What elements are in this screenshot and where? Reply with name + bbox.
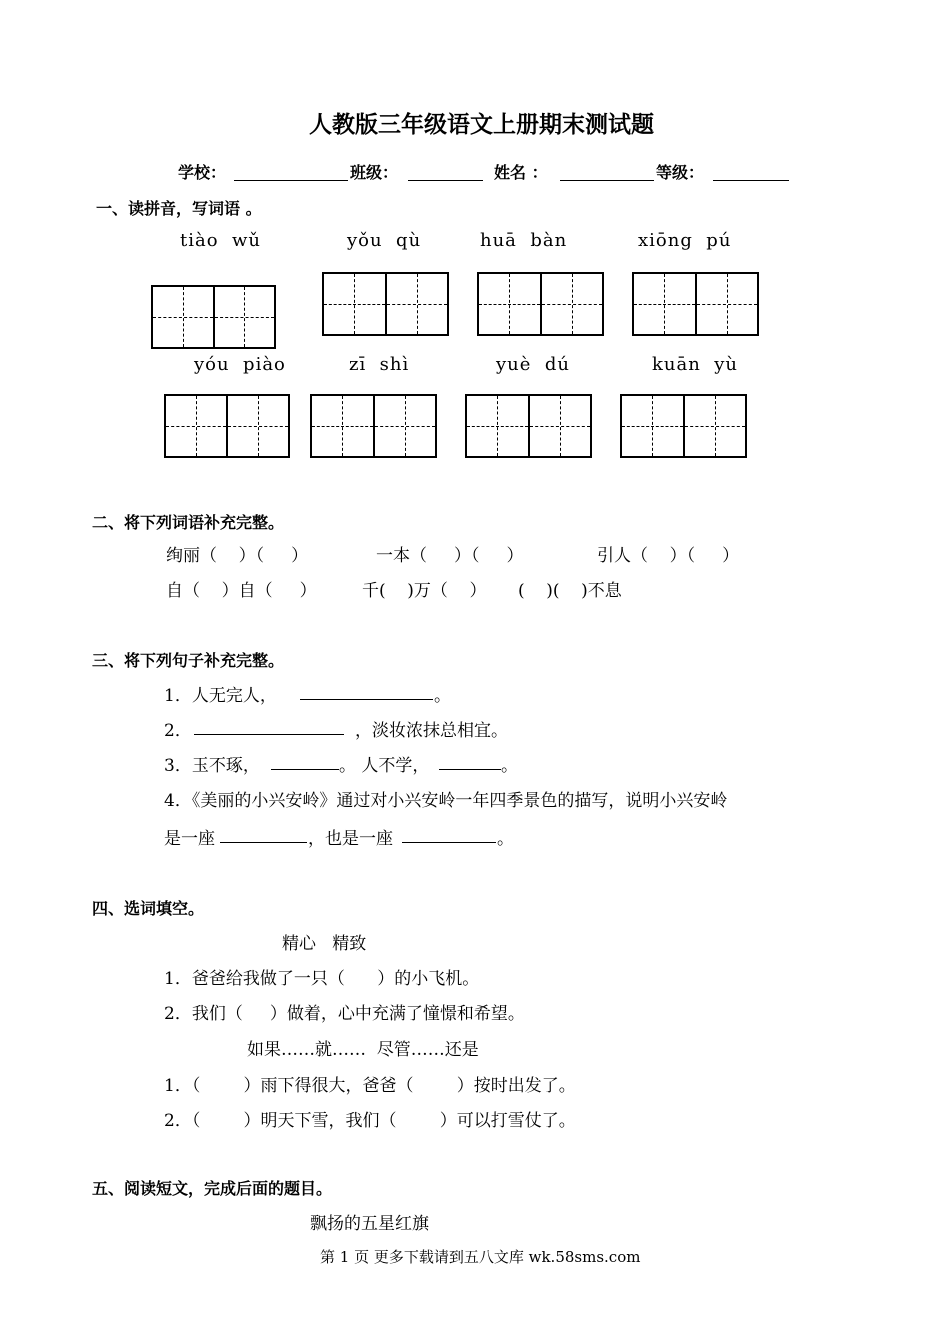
class-label: 班级：	[350, 163, 399, 182]
tianzige-box[interactable]	[620, 394, 747, 458]
sentence-3-blank-2[interactable]	[439, 769, 501, 770]
name-blank[interactable]	[560, 180, 654, 181]
word-fill-6: ( )( )不息	[518, 581, 622, 601]
choice-2-1: 1．（ ）雨下得很大，爸爸（ ）按时出发了。	[164, 1076, 576, 1096]
sentence-4-blank-1[interactable]	[220, 842, 307, 843]
choice-1-1: 1．爸爸给我做了一只（ ）的小飞机。	[164, 969, 480, 989]
pinyin-7: yuè dú	[496, 354, 570, 375]
pinyin-3: huā bàn	[480, 230, 568, 251]
school-label: 学校：	[178, 163, 227, 182]
pinyin-8: kuān yù	[652, 354, 739, 375]
choice-2-2: 2．（ ）明天下雪，我们（ ）可以打雪仗了。	[164, 1111, 576, 1131]
sentence-2-text: ，淡妆浓抹总相宜。	[355, 721, 508, 741]
pinyin-4: xiōng pú	[638, 230, 732, 251]
choice-1-2: 2．我们（ ）做着，心中充满了憧憬和希望。	[164, 1004, 525, 1024]
section-2-heading: 二、将下列词语补充完整。	[92, 513, 285, 532]
sentence-4-b: ，也是一座	[308, 829, 393, 849]
pinyin-1: tiào wǔ	[180, 230, 262, 251]
sentence-3-a: 3．玉不琢，	[164, 756, 260, 776]
word-fill-1: 绚丽（ ）（ ）	[166, 546, 309, 566]
tianzige-box[interactable]	[322, 272, 449, 336]
sentence-3-c: 。	[501, 756, 518, 776]
tianzige-box[interactable]	[151, 285, 276, 349]
sentence-1-end: 。	[434, 686, 451, 706]
section-4-heading: 四、选词填空。	[92, 899, 205, 918]
sentence-3-b: 。 人不学，	[339, 756, 430, 776]
sentence-4-line-1: 4．《美丽的小兴安岭》通过对小兴安岭一年四季景色的描写，说明小兴安岭	[164, 791, 728, 811]
word-fill-2: 一本（ ）（ ）	[376, 546, 524, 566]
tianzige-box[interactable]	[164, 394, 290, 458]
pinyin-5: yóu piào	[194, 354, 286, 375]
sentence-2-num: 2．	[164, 721, 192, 741]
page-footer: 第 1 页 更多下载请到五八文库 wk.58sms.com	[320, 1248, 641, 1266]
pinyin-2: yǒu qù	[347, 230, 422, 251]
passage-title: 飘扬的五星红旗	[310, 1214, 429, 1234]
grade-label: 等级：	[656, 163, 705, 182]
word-fill-4: 自（ ）自（ ）	[166, 581, 317, 601]
school-blank[interactable]	[234, 180, 348, 181]
word-fill-3: 引人（ ）（ ）	[597, 546, 740, 566]
section-1-heading: 一、读拼音，写词语 。	[96, 199, 262, 218]
pinyin-6: zī shì	[349, 354, 410, 375]
section-5-heading: 五、阅读短文，完成后面的题目。	[92, 1179, 333, 1198]
section-3-heading: 三、将下列句子补充完整。	[92, 651, 285, 670]
sentence-1-blank[interactable]	[300, 699, 433, 700]
word-choices-2: 如果……就…… 尽管……还是	[247, 1040, 479, 1060]
tianzige-box[interactable]	[310, 394, 437, 458]
sentence-3-blank-1[interactable]	[271, 769, 339, 770]
sentence-2-blank[interactable]	[194, 734, 344, 735]
grade-blank[interactable]	[713, 180, 789, 181]
tianzige-box[interactable]	[477, 272, 604, 336]
tianzige-box[interactable]	[632, 272, 759, 336]
tianzige-box[interactable]	[465, 394, 592, 458]
sentence-4-a: 是一座	[164, 829, 215, 849]
word-choices-1: 精心 精致	[282, 934, 367, 954]
sentence-4-c: 。	[497, 829, 514, 849]
sentence-1-text: 1．人无完人，	[164, 686, 277, 706]
class-blank[interactable]	[408, 180, 483, 181]
name-label: 姓名 ：	[494, 163, 548, 182]
word-fill-5: 千( )万（ ）	[362, 581, 487, 601]
sentence-4-blank-2[interactable]	[402, 842, 496, 843]
page-title: 人教版三年级语文上册期末测试题	[309, 112, 654, 138]
